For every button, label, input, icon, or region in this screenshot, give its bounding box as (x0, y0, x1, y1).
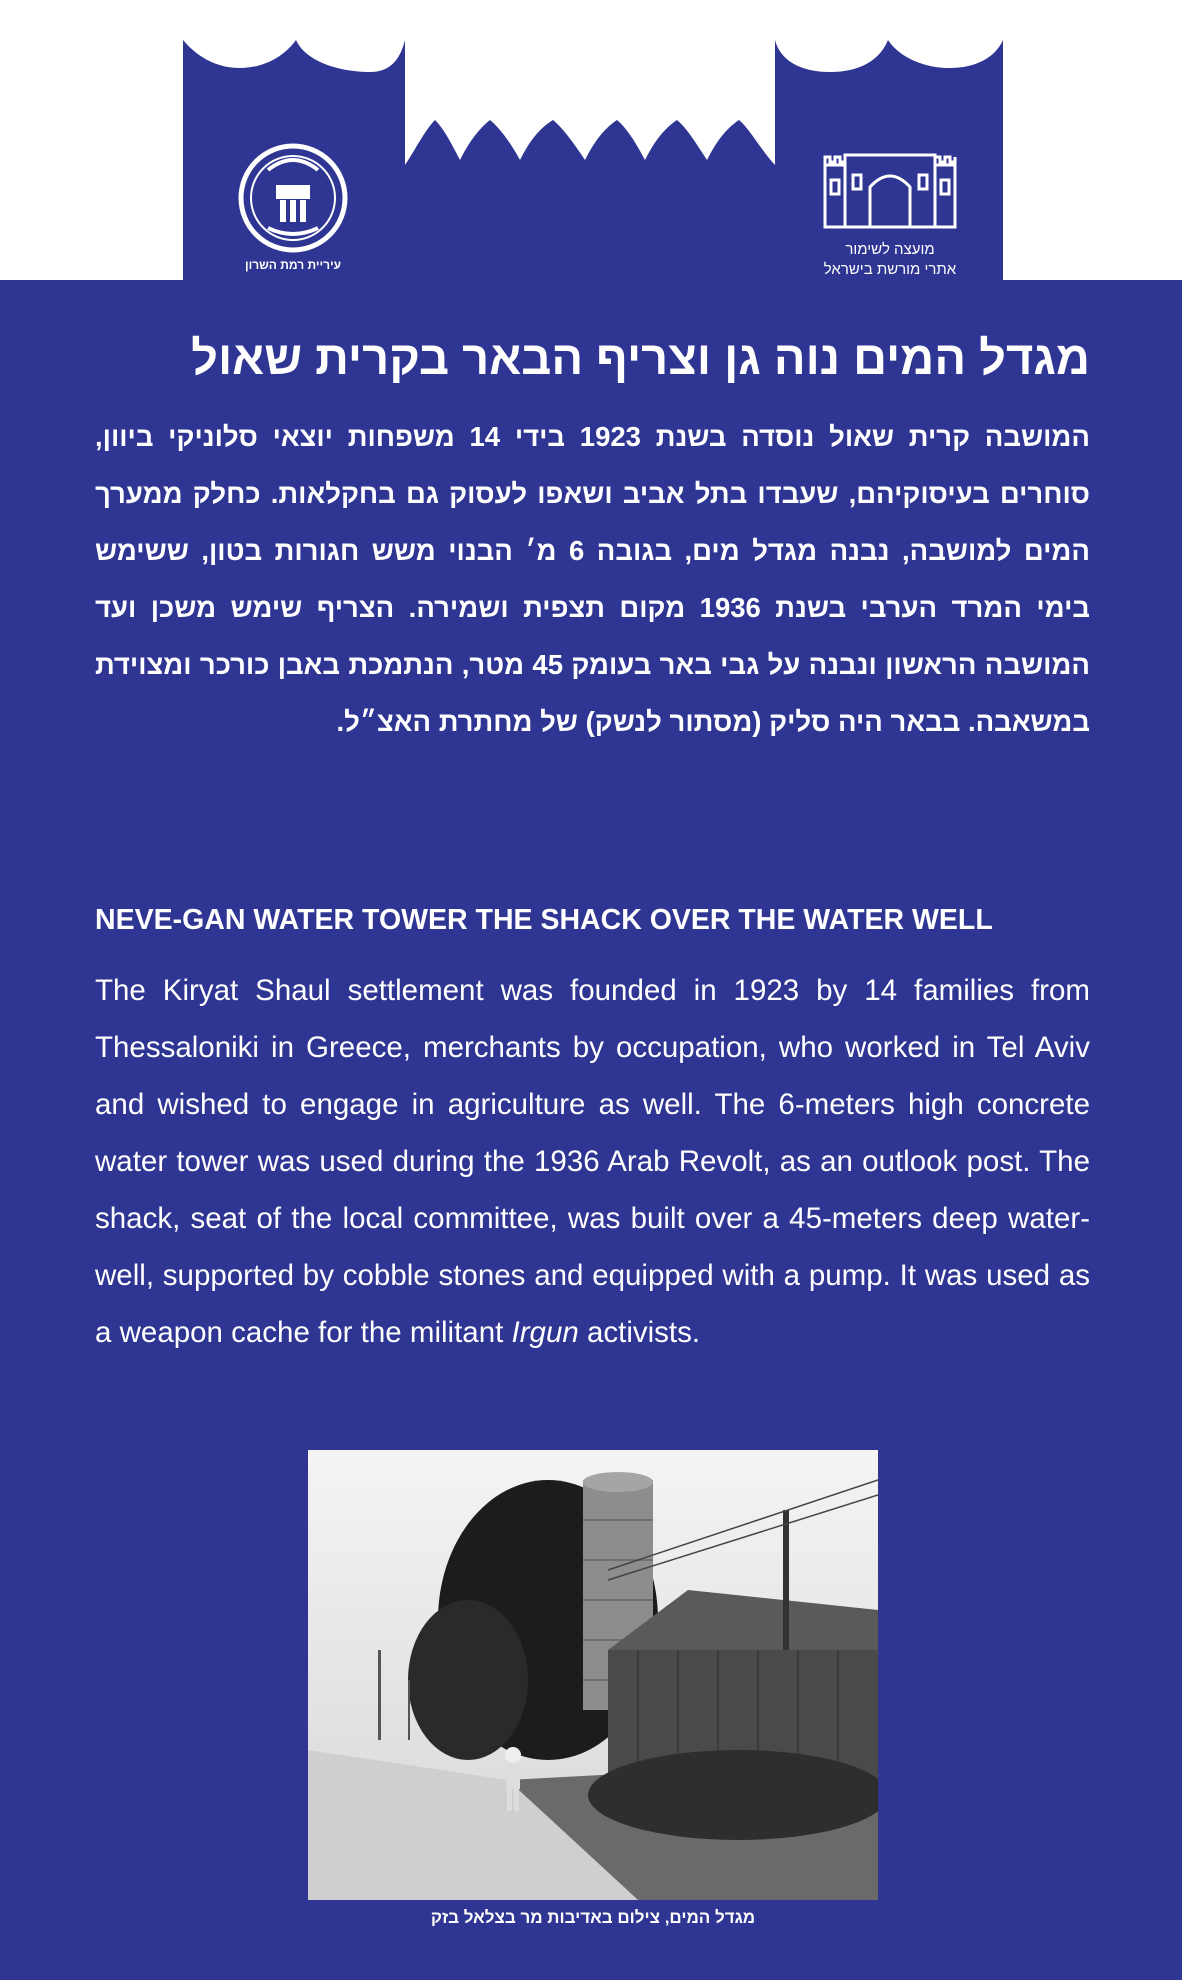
crown-top-shape (0, 0, 1182, 290)
water-tower-photo-image (308, 1450, 878, 1900)
municipality-emblem-icon (228, 140, 358, 255)
historic-photo (308, 1450, 878, 1900)
english-body-text: The Kiryat Shaul settlement was founded in 1923 by 14 families from Thessaloniki in Greece, merchants by occupation, who worked in Tel Aviv and wished to engage in agriculture as well. The 6-meters high concrete water tower was used during the 1936 Arab Revolt, as an outlook post. The shack, seat of the local committee, was built over a 45-meters deep water-well, supported by cobble stones and equipped with a pump. It was used as a weapon cache for the militant (95, 974, 1090, 1349)
hebrew-title: מגדל המים נוה גן וצריף הבאר בקרית שאול (191, 331, 1090, 384)
english-title: NEVE-GAN WATER TOWER THE SHACK OVER THE WATER WELL (95, 904, 993, 936)
heritage-building-icon (795, 135, 985, 235)
english-body-italic: Irgun (511, 1316, 579, 1349)
heritage-council-logo (795, 135, 985, 285)
photo-caption: מגדל המים, צילום באדיבות מר בצלאל בזק (430, 1908, 756, 1927)
municipality-caption: עיריית רמת השרון (244, 258, 342, 272)
heritage-caption-line1: מועצה לשימור (845, 241, 935, 258)
hebrew-body: המושבה קרית שאול נוסדה בשנת 1923 בידי 14 משפחות יוצאי סלוניקי ביוון, סוחרים בעיסוקיהם, שעבדו בתל אביב ושאפו לעסוק גם בחקלאות. כחלק ממערך המים למושבה, נבנה מגדל מים, בגובה 6 מ׳ הבנוי משש חגורות בטון, ששימש בימי המרד הערבי בשנת 1936 מקום תצפית ושמירה. הצריף שימש משכן ועד המושבה הראשון ונבנה על גבי באר בעומק 45 מטר, הנתמכת באבן כורכר ומצוידת במשאבה. בבאר היה סליק (מסתור לנשק) של מחתרת האצ״ל. (95, 421, 1090, 737)
heritage-caption-line2: אתרי מורשת בישראל (823, 261, 957, 278)
municipality-logo (228, 140, 358, 280)
english-body (95, 962, 1090, 1361)
english-body-tail: activists. (578, 1316, 701, 1349)
